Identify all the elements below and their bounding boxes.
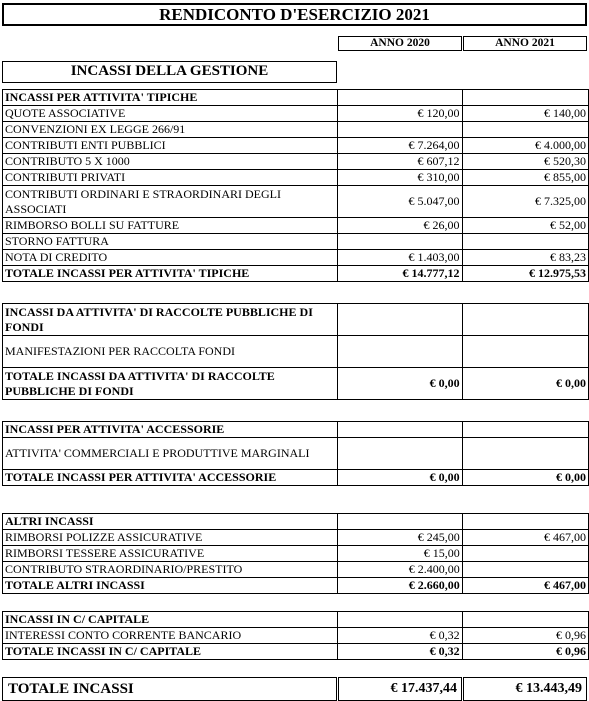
row-label: CONTRIBUTO 5 X 1000 bbox=[3, 154, 338, 170]
value-2020: € 607,12 bbox=[338, 154, 462, 170]
value-2021: € 0,00 bbox=[462, 470, 588, 486]
value-2021 bbox=[462, 122, 588, 138]
value-2020 bbox=[338, 514, 462, 530]
row-label: TOTALE INCASSI DA ATTIVITA' DI RACCOLTE PUBBLICHE DI FONDI bbox=[3, 368, 338, 400]
section-title: INCASSI DELLA GESTIONE bbox=[2, 61, 337, 83]
income-table-4 bbox=[2, 513, 589, 594]
income-table-5 bbox=[2, 611, 589, 660]
value-2021 bbox=[462, 514, 588, 530]
value-2021 bbox=[462, 90, 588, 106]
column-header-2020: ANNO 2020 bbox=[338, 36, 462, 51]
value-2021 bbox=[462, 234, 588, 250]
row-label: CONTRIBUTI PRIVATI bbox=[3, 170, 338, 186]
row-label: QUOTE ASSOCIATIVE bbox=[3, 106, 338, 122]
value-2021: € 4.000,00 bbox=[462, 138, 588, 154]
table-row bbox=[3, 562, 589, 578]
value-2021: € 467,00 bbox=[462, 578, 588, 594]
table-row bbox=[3, 138, 589, 154]
group-header-row bbox=[3, 514, 589, 530]
row-label: ALTRI INCASSI bbox=[3, 514, 338, 530]
value-2020: € 26,00 bbox=[338, 218, 462, 234]
value-2021 bbox=[462, 546, 588, 562]
value-2021: € 140,00 bbox=[462, 106, 588, 122]
row-label: CONTRIBUTO STRAORDINARIO/PRESTITO bbox=[3, 562, 338, 578]
total-row bbox=[3, 644, 589, 660]
row-label: TOTALE INCASSI IN C/ CAPITALE bbox=[3, 644, 338, 660]
report-title: RENDICONTO D'ESERCIZIO 2021 bbox=[2, 3, 587, 26]
value-2020: € 2.660,00 bbox=[338, 578, 462, 594]
row-label: INCASSI PER ATTIVITA' ACCESSORIE bbox=[3, 422, 338, 438]
value-2020 bbox=[338, 90, 462, 106]
table-row bbox=[3, 530, 589, 546]
value-2020: € 0,32 bbox=[338, 644, 462, 660]
value-2020 bbox=[338, 422, 462, 438]
income-table-3 bbox=[2, 421, 589, 486]
value-2020: € 0,00 bbox=[338, 470, 462, 486]
value-2021 bbox=[462, 304, 588, 336]
value-2020 bbox=[338, 234, 462, 250]
grand-total-2020: € 17.437,44 bbox=[338, 677, 462, 701]
group-header-row bbox=[3, 422, 589, 438]
total-row bbox=[3, 470, 589, 486]
value-2021: € 52,00 bbox=[462, 218, 588, 234]
row-label: INCASSI IN C/ CAPITALE bbox=[3, 612, 338, 628]
row-label: CONTRIBUTI ENTI PUBBLICI bbox=[3, 138, 338, 154]
value-2020: € 245,00 bbox=[338, 530, 462, 546]
table-row bbox=[3, 186, 589, 218]
row-label: INCASSI DA ATTIVITA' DI RACCOLTE PUBBLICHE DI FONDI bbox=[3, 304, 338, 336]
value-2020 bbox=[338, 336, 462, 368]
value-2020 bbox=[338, 304, 462, 336]
value-2020: € 1.403,00 bbox=[338, 250, 462, 266]
value-2021: € 83,23 bbox=[462, 250, 588, 266]
value-2020: € 15,00 bbox=[338, 546, 462, 562]
income-table-2 bbox=[2, 303, 589, 400]
value-2020: € 2.400,00 bbox=[338, 562, 462, 578]
value-2020 bbox=[338, 612, 462, 628]
group-header-row bbox=[3, 90, 589, 106]
table-row bbox=[3, 170, 589, 186]
row-label: RIMBORSI POLIZZE ASSICURATIVE bbox=[3, 530, 338, 546]
value-2021: € 0,00 bbox=[462, 368, 588, 400]
row-label: TOTALE ALTRI INCASSI bbox=[3, 578, 338, 594]
row-label: NOTA DI CREDITO bbox=[3, 250, 338, 266]
total-row bbox=[3, 266, 589, 282]
value-2020 bbox=[338, 122, 462, 138]
grand-total-label: TOTALE INCASSI bbox=[2, 677, 337, 701]
table-row bbox=[3, 438, 589, 470]
value-2021: € 12.975,53 bbox=[462, 266, 588, 282]
table-row bbox=[3, 106, 589, 122]
table-row bbox=[3, 628, 589, 644]
value-2021 bbox=[462, 336, 588, 368]
total-row bbox=[3, 368, 589, 400]
table-row bbox=[3, 250, 589, 266]
row-label: TOTALE INCASSI PER ATTIVITA' TIPICHE bbox=[3, 266, 338, 282]
value-2021: € 0,96 bbox=[462, 644, 588, 660]
value-2020: € 7.264,00 bbox=[338, 138, 462, 154]
value-2021 bbox=[462, 438, 588, 470]
value-2020: € 0,32 bbox=[338, 628, 462, 644]
value-2021: € 467,00 bbox=[462, 530, 588, 546]
value-2020: € 0,00 bbox=[338, 368, 462, 400]
grand-total-2021: € 13.443,49 bbox=[463, 677, 587, 701]
row-label: INTERESSI CONTO CORRENTE BANCARIO bbox=[3, 628, 338, 644]
table-row bbox=[3, 234, 589, 250]
group-header-row bbox=[3, 612, 589, 628]
row-label: RIMBORSO BOLLI SU FATTURE bbox=[3, 218, 338, 234]
value-2020: € 310,00 bbox=[338, 170, 462, 186]
value-2021: € 0,96 bbox=[462, 628, 588, 644]
row-label: STORNO FATTURA bbox=[3, 234, 338, 250]
table-row bbox=[3, 218, 589, 234]
value-2020: € 120,00 bbox=[338, 106, 462, 122]
value-2020: € 14.777,12 bbox=[338, 266, 462, 282]
value-2021: € 855,00 bbox=[462, 170, 588, 186]
group-header-row bbox=[3, 304, 589, 336]
table-row bbox=[3, 122, 589, 138]
income-table-1 bbox=[2, 89, 589, 282]
value-2021 bbox=[462, 422, 588, 438]
row-label: RIMBORSI TESSERE ASSICURATIVE bbox=[3, 546, 338, 562]
table-row bbox=[3, 546, 589, 562]
value-2021: € 520,30 bbox=[462, 154, 588, 170]
table-row bbox=[3, 336, 589, 368]
row-label: TOTALE INCASSI PER ATTIVITA' ACCESSORIE bbox=[3, 470, 338, 486]
value-2021 bbox=[462, 562, 588, 578]
table-row bbox=[3, 154, 589, 170]
value-2020: € 5.047,00 bbox=[338, 186, 462, 218]
row-label: MANIFESTAZIONI PER RACCOLTA FONDI bbox=[3, 336, 338, 368]
value-2021: € 7.325,00 bbox=[462, 186, 588, 218]
value-2021 bbox=[462, 612, 588, 628]
row-label: CONTRIBUTI ORDINARI E STRAORDINARI DEGLI ASSOCIATI bbox=[3, 186, 338, 218]
row-label: ATTIVITA' COMMERCIALI E PRODUTTIVE MARGINALI bbox=[3, 438, 338, 470]
row-label: CONVENZIONI EX LEGGE 266/91 bbox=[3, 122, 338, 138]
total-row bbox=[3, 578, 589, 594]
row-label: INCASSI PER ATTIVITA' TIPICHE bbox=[3, 90, 338, 106]
value-2020 bbox=[338, 438, 462, 470]
column-header-2021: ANNO 2021 bbox=[463, 36, 587, 51]
